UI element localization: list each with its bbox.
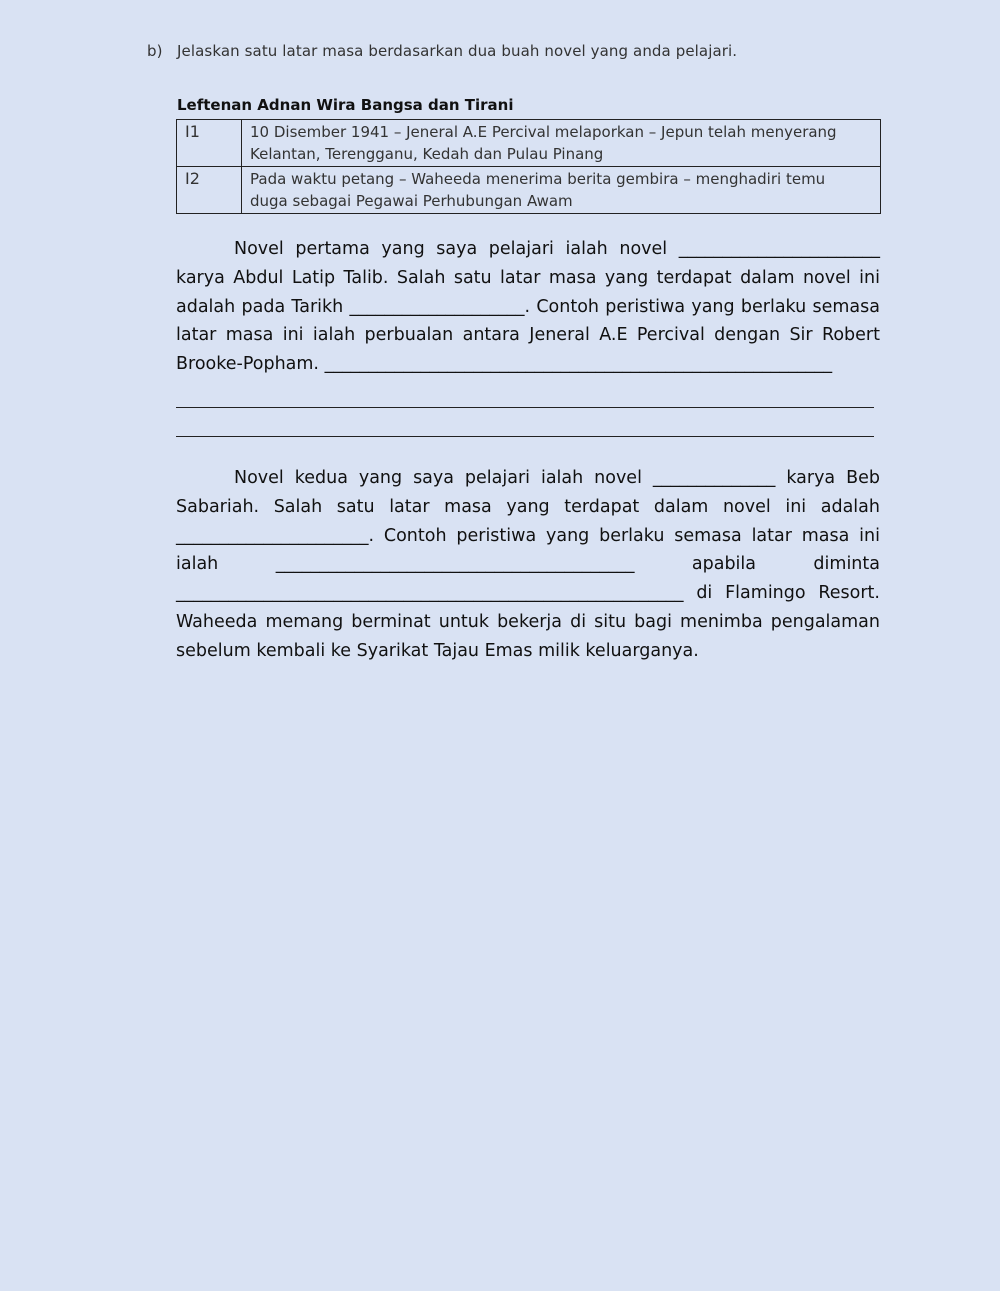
paragraph-text: karya Beb Sabariah. Salah satu latar masa yang terdapat dalam novel ini adalah	[176, 468, 880, 517]
paragraph-second-novel	[176, 464, 880, 666]
answer-blank[interactable]: _______________________	[678, 239, 880, 259]
question-number: b)	[147, 42, 163, 60]
table-title: Leftenan Adnan Wira Bangsa dan Tirani	[177, 96, 514, 114]
row-line: 10 Disember 1941 – Jeneral A.E Percival melaporkan – Jepun telah menyerang	[250, 123, 837, 141]
row-content	[242, 120, 881, 167]
paragraph-text: di Flamingo Resort. Waheeda memang berminat untuk bekerja di situ bagi menimba pengalaman sebelum kembali ke Syarikat Tajau Emas milik keluarganya.	[176, 583, 880, 661]
paragraph-text: Novel pertama yang saya pelajari ialah novel	[234, 239, 668, 259]
answer-blank[interactable]: ____________________	[349, 296, 525, 317]
table-row	[177, 120, 881, 167]
row-code: I2	[177, 167, 242, 214]
row-line: Kelantan, Terengganu, Kedah dan Pulau Pinang	[250, 145, 604, 163]
answer-blank[interactable]: ______________________	[176, 525, 369, 546]
answer-blank[interactable]: _________________________________________	[275, 554, 635, 575]
answer-blank[interactable]: __________________________________________________________	[176, 583, 684, 604]
row-line: Pada waktu petang – Waheeda menerima berita gembira – menghadiri temu	[250, 170, 826, 188]
paragraph-text: apabila diminta	[691, 554, 880, 575]
row-code: I1	[177, 120, 242, 167]
answer-blank[interactable]: __________________________________________________________	[324, 354, 833, 375]
reference-table	[176, 119, 881, 214]
paragraph-text: . Contoh peristiwa yang berlaku semasa latar masa ini ialah perbualan antara Jeneral A.E Percival dengan Sir Robert Brooke-Popham.	[176, 296, 880, 375]
paragraph-text: karya Abdul Latip Talib. Salah satu latar masa yang terdapat dalam novel ini adalah pada Tarikh	[176, 267, 880, 317]
paragraph-first-novel	[176, 235, 880, 437]
table-row	[177, 167, 881, 214]
answer-line[interactable]	[176, 408, 874, 437]
answer-line[interactable]	[176, 379, 874, 408]
paragraph-text: . Contoh peristiwa yang berlaku semasa latar masa ini ialah	[176, 525, 880, 575]
answer-blank[interactable]: ______________	[652, 468, 776, 488]
question-prompt	[147, 42, 737, 60]
question-text: Jelaskan satu latar masa berdasarkan dua buah novel yang anda pelajari.	[177, 42, 738, 60]
row-content	[242, 167, 881, 214]
row-line: duga sebagai Pegawai Perhubungan Awam	[250, 192, 573, 210]
paragraph-text: Novel kedua yang saya pelajari ialah novel	[234, 468, 642, 488]
